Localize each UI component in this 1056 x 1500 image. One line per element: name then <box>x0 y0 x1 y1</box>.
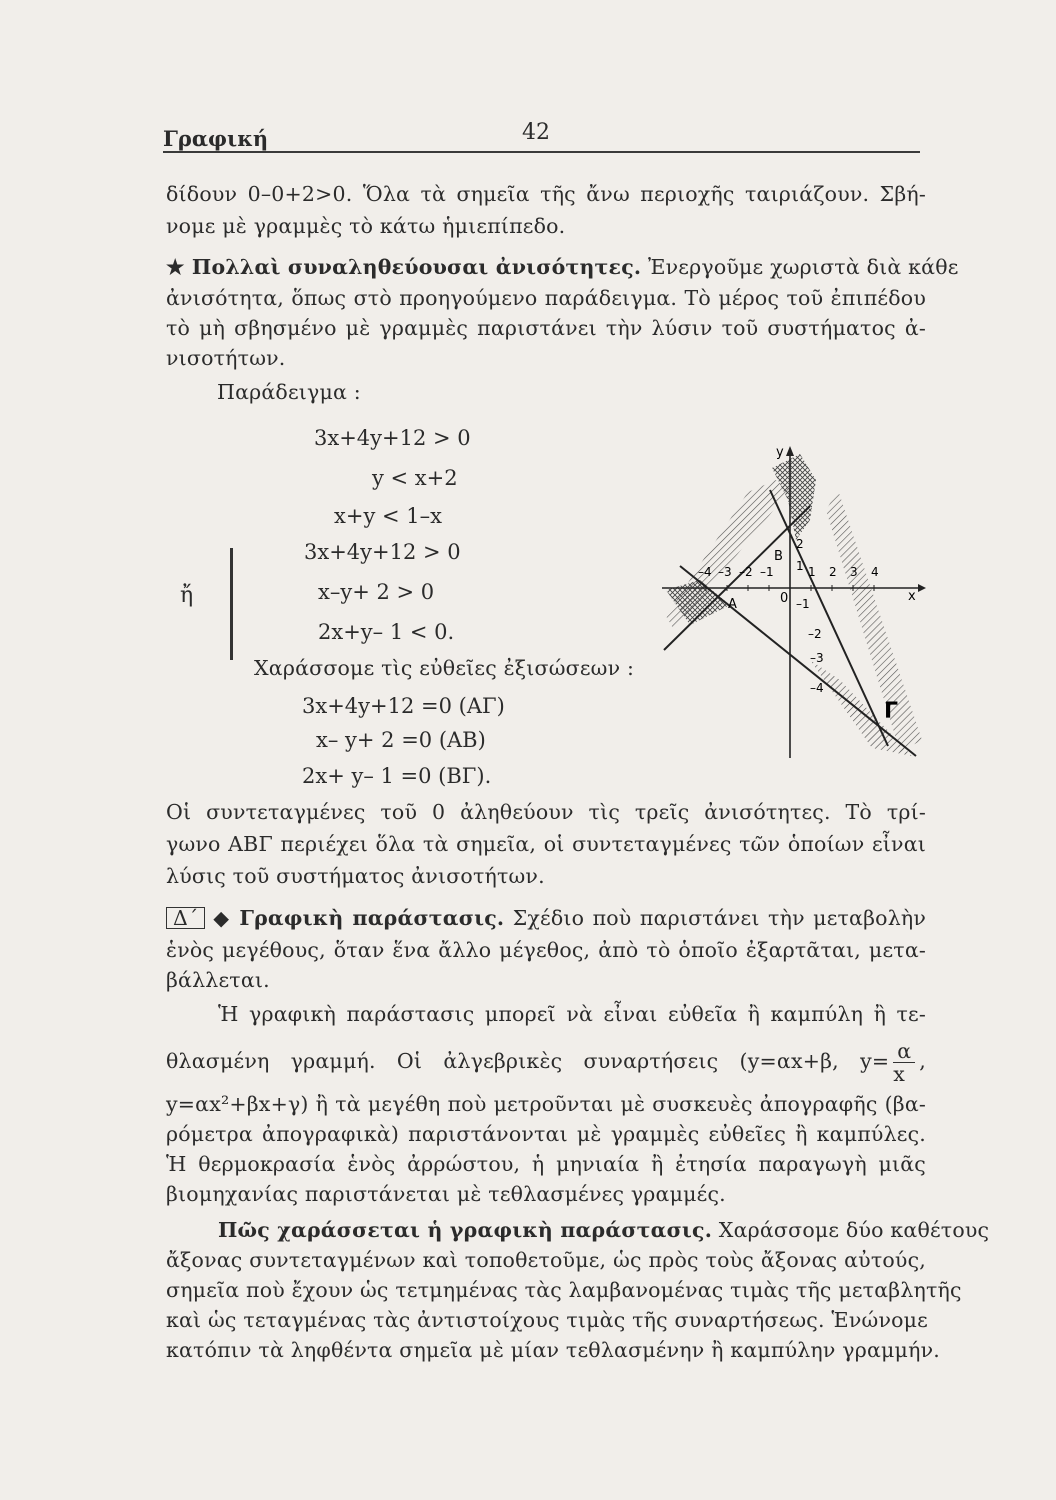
x-tick-label: –1 <box>760 565 774 579</box>
inequality: x+y < 1–x <box>334 504 442 528</box>
text-line: βάλλεται. <box>166 968 270 992</box>
line-equation: 3x+4y+12 =0 (ΑΓ) <box>302 694 505 718</box>
text-line: λύσις τοῦ συστήματος ἀνισοτήτων. <box>166 864 545 888</box>
text-line <box>166 1040 926 1085</box>
fraction <box>893 1040 915 1085</box>
example-label: Παράδειγμα : <box>217 380 361 404</box>
line-equation: x– y+ 2 =0 (ΑΒ) <box>316 728 486 752</box>
text-line: δίδουν 0–0+2>0. Ὅλα τὰ σημεῖα τῆς ἄνω περιοχῆς ταιριάζουν. Σβή- <box>166 182 926 206</box>
x-tick-label: 1 <box>808 565 816 579</box>
text-span: Ἐνεργοῦμε χωριστὰ διὰ κάθε <box>647 255 959 279</box>
y-axis-label: y <box>776 445 784 460</box>
x-tick-label: –3 <box>718 565 732 579</box>
y-tick-label: –2 <box>808 627 822 641</box>
text-line: ρόμετρα ἀπογραφικὰ) παριστάνονται μὲ γραμμὲς εὐθεῖες ἢ καμπύλες. <box>166 1122 926 1146</box>
text-span: Χαράσσομε δύο καθέτους <box>718 1218 990 1242</box>
x-tick-label: 3 <box>850 565 858 579</box>
x-axis-arrow <box>918 584 926 592</box>
text-line <box>218 1218 990 1242</box>
point-g-label: Γ <box>884 699 899 724</box>
text-line: Χαράσσομε τὶς εὐθεῖες ἐξισώσεων : <box>254 656 635 680</box>
text-line: Οἱ συντεταγμένες τοῦ 0 ἀληθεύουν τὶς τρεῖς ἀνισότητες. Τὸ τρί- <box>166 800 926 824</box>
system-inequality: x–y+ 2 > 0 <box>318 580 435 604</box>
text-line: σημεῖα ποὺ ἔχουν ὡς τετμημένας τὰς λαμβανομένας τιμὰς τῆς μεταβλητῆς <box>166 1278 962 1302</box>
inequality-graph <box>660 440 930 770</box>
fraction-numerator: α <box>893 1040 915 1063</box>
x-tick-label: –2 <box>739 565 753 579</box>
subheading-bold: Πῶς χαράσσεται ἡ γραφικὴ παράστασις. <box>218 1218 713 1242</box>
y-tick-label: –1 <box>796 597 810 611</box>
header-title: Γραφική <box>163 126 269 151</box>
y-tick-label: 2 <box>796 537 804 551</box>
system-inequality: 2x+y– 1 < 0. <box>318 620 455 644</box>
text-line <box>166 255 959 279</box>
text-line: ἀνισότητα, ὅπως στὸ προηγούμενο παράδειγμα. Τὸ μέρος τοῦ ἐπιπέδου <box>166 286 926 310</box>
page-number: 42 <box>522 120 550 145</box>
point-b-label: B <box>774 549 783 564</box>
text-span: θλασμένη γραμμή. Οἱ ἀλγεβρικὲς συναρτήσεις (y=αx+β, y= <box>166 1049 890 1073</box>
x-axis-label: x <box>908 589 916 604</box>
system-brace <box>230 548 233 660</box>
diamond-icon: ◆ <box>211 906 231 930</box>
text-line: νομε μὲ γραμμὲς τὸ κάτω ἡμιεπίπεδο. <box>166 214 566 238</box>
text-line: τὸ μὴ σβησμένο μὲ γραμμὲς παριστάνει τὴν λύσιν τοῦ συστήματος ἀ- <box>166 316 926 340</box>
x-tick-label: –4 <box>698 565 712 579</box>
inequality: y < x+2 <box>372 466 458 490</box>
section-number-box: Δ΄ <box>166 907 205 929</box>
y-tick-label: –3 <box>810 651 824 665</box>
inequality: 3x+4y+12 > 0 <box>314 426 471 450</box>
section-title: Γραφικὴ παράστασις. <box>239 906 505 930</box>
text-line: ἑνὸς μεγέθους, ὅταν ἕνα ἄλλο μέγεθος, ἀπὸ τὸ ὁποῖο ἐξαρτᾶται, μετα- <box>166 938 926 962</box>
x-tick-label: 2 <box>829 565 837 579</box>
x-tick-label: 4 <box>871 565 879 579</box>
text-line: Ἡ θερμοκρασία ἑνὸς ἀρρώστου, ἡ μηνιαία ἢ ἐτησία παραγωγὴ μιᾶς <box>166 1152 926 1176</box>
text-line: καὶ ὡς τεταγμένας τὰς ἀντιστοίχους τιμὰς τῆς συναρτήσεως. Ἑνώνομε <box>166 1308 928 1332</box>
origin-label: 0 <box>780 591 789 606</box>
or-symbol: ἤ <box>180 583 194 608</box>
y-tick-label: –4 <box>810 681 824 695</box>
text-line: νισοτήτων. <box>166 346 286 370</box>
system-inequality: 3x+4y+12 > 0 <box>304 540 461 564</box>
point-a-label: A <box>728 597 737 612</box>
header-rule <box>163 151 920 153</box>
text-line: ἄξονας συντεταγμένων καὶ τοποθετοῦμε, ὡς πρὸς τοὺς ἄξονας αὐτούς, <box>166 1248 926 1272</box>
subheading-bold: ★ Πολλαὶ συναληθεύουσαι ἀνισότητες. <box>166 255 642 279</box>
text-line: γωνο ΑΒΓ περιέχει ὅλα τὰ σημεῖα, οἱ συντεταγμένες τῶν ὁποίων εἶναι <box>166 832 926 856</box>
text-line: βιομηχανίας παριστάνεται μὲ τεθλασμένες γραμμές. <box>166 1182 726 1206</box>
y-tick-label: 1 <box>796 559 804 573</box>
y-axis-arrow <box>786 446 794 456</box>
hatched-region-bg <box>826 490 922 752</box>
text-line: Ἡ γραφικὴ παράστασις μπορεῖ νὰ εἶναι εὐθεῖα ἢ καμπύλη ἢ τε- <box>218 1002 926 1026</box>
text-span: Σχέδιο ποὺ παριστάνει τὴν μεταβολὴν <box>512 906 927 930</box>
fraction-denominator: x <box>893 1062 905 1086</box>
text-line: y=αx²+βx+γ) ἢ τὰ μεγέθη ποὺ μετροῦνται μὲ συσκευὲς ἀπογραφῆς (βα- <box>166 1092 926 1116</box>
text-line: κατόπιν τὰ ληφθέντα σημεῖα μὲ μίαν τεθλασμένην ἢ καμπύλην γραμμήν. <box>166 1338 940 1362</box>
text-span: , <box>919 1049 926 1073</box>
section-heading <box>166 906 926 930</box>
line-equation: 2x+ y– 1 =0 (ΒΓ). <box>302 764 492 788</box>
